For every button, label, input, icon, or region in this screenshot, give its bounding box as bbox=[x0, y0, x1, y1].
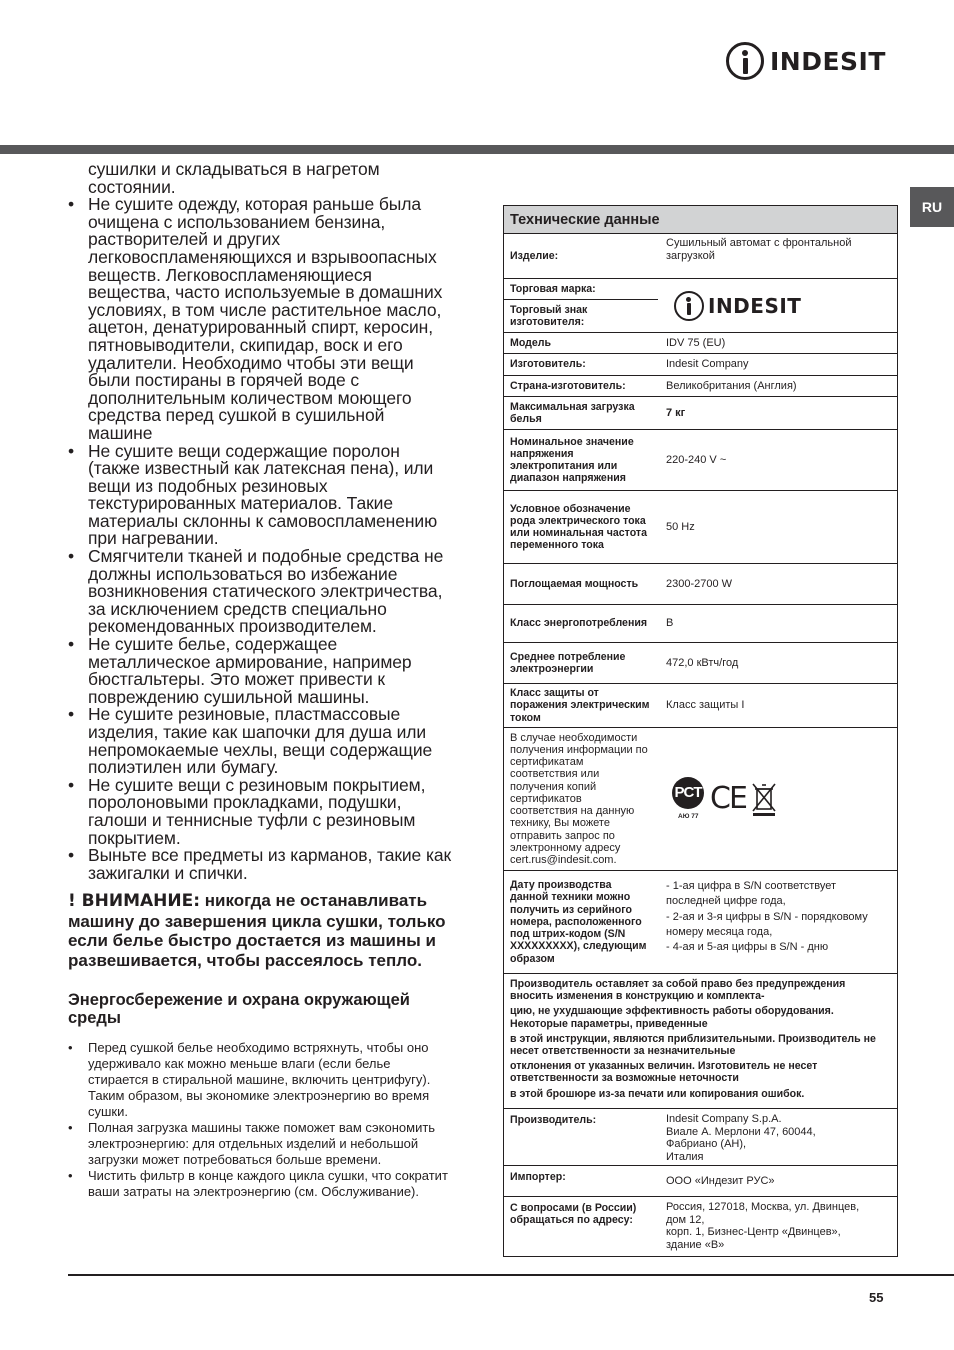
brand-logo bbox=[726, 40, 888, 82]
footer-divider bbox=[68, 1274, 954, 1276]
list-item: • Не сушите белье, содержащее металлическое армирование, например бюстгальтеры. Это может привести к повреждению сушильной машины. bbox=[68, 636, 453, 706]
header-divider bbox=[0, 145, 954, 154]
row-value: ООО «Индезит РУС» bbox=[666, 1174, 775, 1187]
table-row bbox=[504, 684, 897, 728]
row-value: 7 кг bbox=[666, 406, 686, 419]
table-row bbox=[504, 564, 897, 605]
table-row bbox=[504, 491, 897, 564]
row-label: Класс энергопотребления bbox=[510, 617, 648, 630]
row-label: Импортер: bbox=[510, 1171, 566, 1183]
table-row bbox=[504, 871, 897, 974]
row-value: Россия, 127018, Москва, ул. Двинцев, дом 12, корп. 1, Бизнес-Центр «Двинцев», здание «В» bbox=[666, 1201, 860, 1251]
technical-data-table bbox=[503, 205, 898, 1257]
row-label: Условное обозначение рода электрического тока или номинальная частота переменного тока bbox=[510, 502, 647, 552]
row-label: Максимальная загрузка белья bbox=[510, 400, 635, 425]
row-value: IDV 75 (EU) bbox=[666, 336, 726, 349]
row-label: Поглощаемая мощность bbox=[510, 577, 639, 590]
table-row bbox=[504, 1197, 897, 1256]
row-label: Изделие: bbox=[510, 249, 559, 262]
safety-list bbox=[68, 196, 453, 882]
row-label: Среднее потребление электроэнергии bbox=[510, 650, 626, 675]
certification-marks bbox=[666, 777, 776, 821]
row-label: С вопросами (в России) обращаться по адресу: bbox=[510, 1202, 637, 1227]
row-label: Изготовитель: bbox=[510, 358, 586, 371]
list-item: • Не сушите вещи с резиновым покрытием, поролоновыми прокладками, подушки, галоши и теннисные туфли с резиновым покрытием. bbox=[68, 777, 453, 847]
page-number: 55 bbox=[869, 1290, 884, 1305]
table-title: Технические данные bbox=[504, 206, 897, 234]
list-item: • Не сушите одежду, которая раньше была очищена с использованием бензина, растворителей и других легковоспламеняющихся и взрывоопасных веществ. Легковоспламеняющиеся вещества, часто используемые в домашних условиях, в том числе растительное масло, ацетон, денатурированный спирт, керосин, пятновыводители, скипидар, воск и его удалители. Необходимо чтобы эти вещи были постираны в горячей воде с дополнительным количеством моющего средства перед сушкой в сушильной машине bbox=[68, 196, 453, 442]
row-value: Класс защиты I bbox=[666, 699, 745, 712]
list-item: • Не сушите резиновые, пластмассовые изделия, такие как шапочки для душа или непромокаемые чехлы, вещи содержащие полиэтилен или бумагу. bbox=[68, 706, 453, 776]
language-tab: RU bbox=[910, 187, 954, 227]
list-item: • Полная загрузка машины также поможет вам сэкономить электроэнергию: для отдельных изделий и небольшой загрузки может потребоваться больше времени. bbox=[68, 1120, 453, 1168]
row-value: Великобритания (Англия) bbox=[666, 379, 797, 392]
row-label: Производитель: bbox=[510, 1114, 597, 1126]
row-value: B bbox=[666, 617, 674, 630]
table-row bbox=[504, 354, 897, 376]
table-row bbox=[504, 643, 897, 684]
left-column bbox=[68, 161, 453, 1200]
row-label: Класс защиты от поражения электрическим током bbox=[510, 687, 650, 724]
row-value: Сушильный автомат с фронтальной загрузкой bbox=[666, 237, 852, 262]
list-item: • Выньте все предметы из карманов, такие как зажигалки и спички. bbox=[68, 847, 453, 882]
disclaimer: Производитель оставляет за собой право без предупреждения вносить изменения в конструкцию и комплекта- цию, не ухудшающие эффективность работы оборудования. Некоторые параметры, приведенные в этой инструкции, являются приблизительными. Производитель не несет ответственности за незначительные отклонения от указанных величин. Изготовитель не несет ответственности за возможные неточности в этой брошюре из-за печати или копирования ошибок. bbox=[510, 978, 876, 1100]
section-title: Энергосбережение и охрана окружающей среды bbox=[68, 991, 410, 1027]
table-row bbox=[504, 1166, 897, 1197]
row-label: Номинальное значение напряжения электропитания или диапазон напряжения bbox=[510, 435, 634, 485]
row-label: Дату производства данной техники можно получить из серийного номера, расположенного под штрих-кодом (S/N XXXXXXXXX), следующим образом bbox=[510, 879, 647, 965]
table-row bbox=[504, 974, 897, 1109]
table-row bbox=[504, 1109, 897, 1166]
row-label: Страна-изготовитель: bbox=[510, 379, 626, 392]
table-row bbox=[504, 397, 897, 430]
brand-logo-icon bbox=[726, 42, 764, 80]
energy-list bbox=[68, 1040, 453, 1200]
row-value: 472,0 кВтч/год bbox=[666, 656, 739, 669]
list-item: • Чистить фильтр в конце каждого цикла сушки, что сократит ваши затраты на электроэнергию (см. Обслуживание). bbox=[68, 1168, 453, 1200]
row-value: Indesit Company S.p.A. Виале А. Мерлони 47, 60044, Фабриано (АН), Италия bbox=[666, 1113, 816, 1163]
table-row bbox=[504, 430, 897, 491]
table-row bbox=[504, 605, 897, 643]
row-value: 220-240 V ~ bbox=[666, 453, 727, 466]
row-value: Indesit Company bbox=[666, 358, 749, 371]
row-label: Торговый знак изготовителя: bbox=[510, 303, 588, 328]
ce-mark-icon: CE bbox=[710, 780, 746, 816]
brand-logo-icon bbox=[674, 291, 704, 321]
warning-text: никогда не останавливать машину до завершения цикла сушки, только если белье быстро достается из машины и развешивается, чтобы рассеялось тепло. bbox=[68, 891, 446, 970]
row-value: 2300-2700 W bbox=[666, 577, 733, 590]
weee-bin-icon bbox=[752, 781, 776, 817]
table-row bbox=[504, 728, 897, 871]
warning-label: ! ВНИМАНИЕ: bbox=[68, 891, 201, 912]
list-item: • Перед сушкой белье необходимо встряхнуть, чтобы оно удерживало как можно меньше влаги (если белье стирается в стиральной машине, включить центрифугу). Таким образом, вы экономике электроэнергию во время сушки. bbox=[68, 1040, 453, 1120]
pct-certification-icon: PCT АЮ 77 bbox=[672, 777, 708, 821]
row-value: 50 Hz bbox=[666, 520, 695, 533]
row-label: Модель bbox=[510, 336, 552, 349]
list-item: • Смягчители тканей и подобные средства не должны использоваться во избежание возникновения статического электричества, за исключением средств специально рекомендованных производителем. bbox=[68, 548, 453, 636]
list-item: • Не сушите вещи содержащие поролон (также известный как латексная пена), или вещи из подобных резиновых текстурированных материалов. Такие материалы склонны к самовоспламенению при нагревании. bbox=[68, 443, 453, 549]
row-value: - 1-ая цифра в S/N соответствует последней цифре года, - 2-ая и 3-я цифры в S/N - порядковому номеру месяца года, - 4-ая и 5-ая цифры в S/N - дню bbox=[666, 880, 868, 954]
intro-continuation: сушилки и складываться в нагретом состоянии. bbox=[88, 159, 380, 197]
brand-logo-text: INDESIT bbox=[770, 46, 886, 76]
table-row bbox=[504, 234, 897, 279]
certificate-info: В случае необходимости получения информации по сертификатам соответствия или получения копий сертификатов соответствия на данную технику, Вы можете отправить запрос по электронному адресу cert.rus@indesit.com. bbox=[510, 731, 648, 866]
brand-logo bbox=[674, 291, 801, 321]
table-row bbox=[504, 333, 897, 354]
warning-block bbox=[68, 891, 453, 970]
brand-logo-text: INDESIT bbox=[708, 293, 802, 318]
table-row bbox=[504, 279, 897, 333]
table-row bbox=[504, 376, 897, 397]
row-label: Торговая марка: bbox=[504, 279, 658, 300]
